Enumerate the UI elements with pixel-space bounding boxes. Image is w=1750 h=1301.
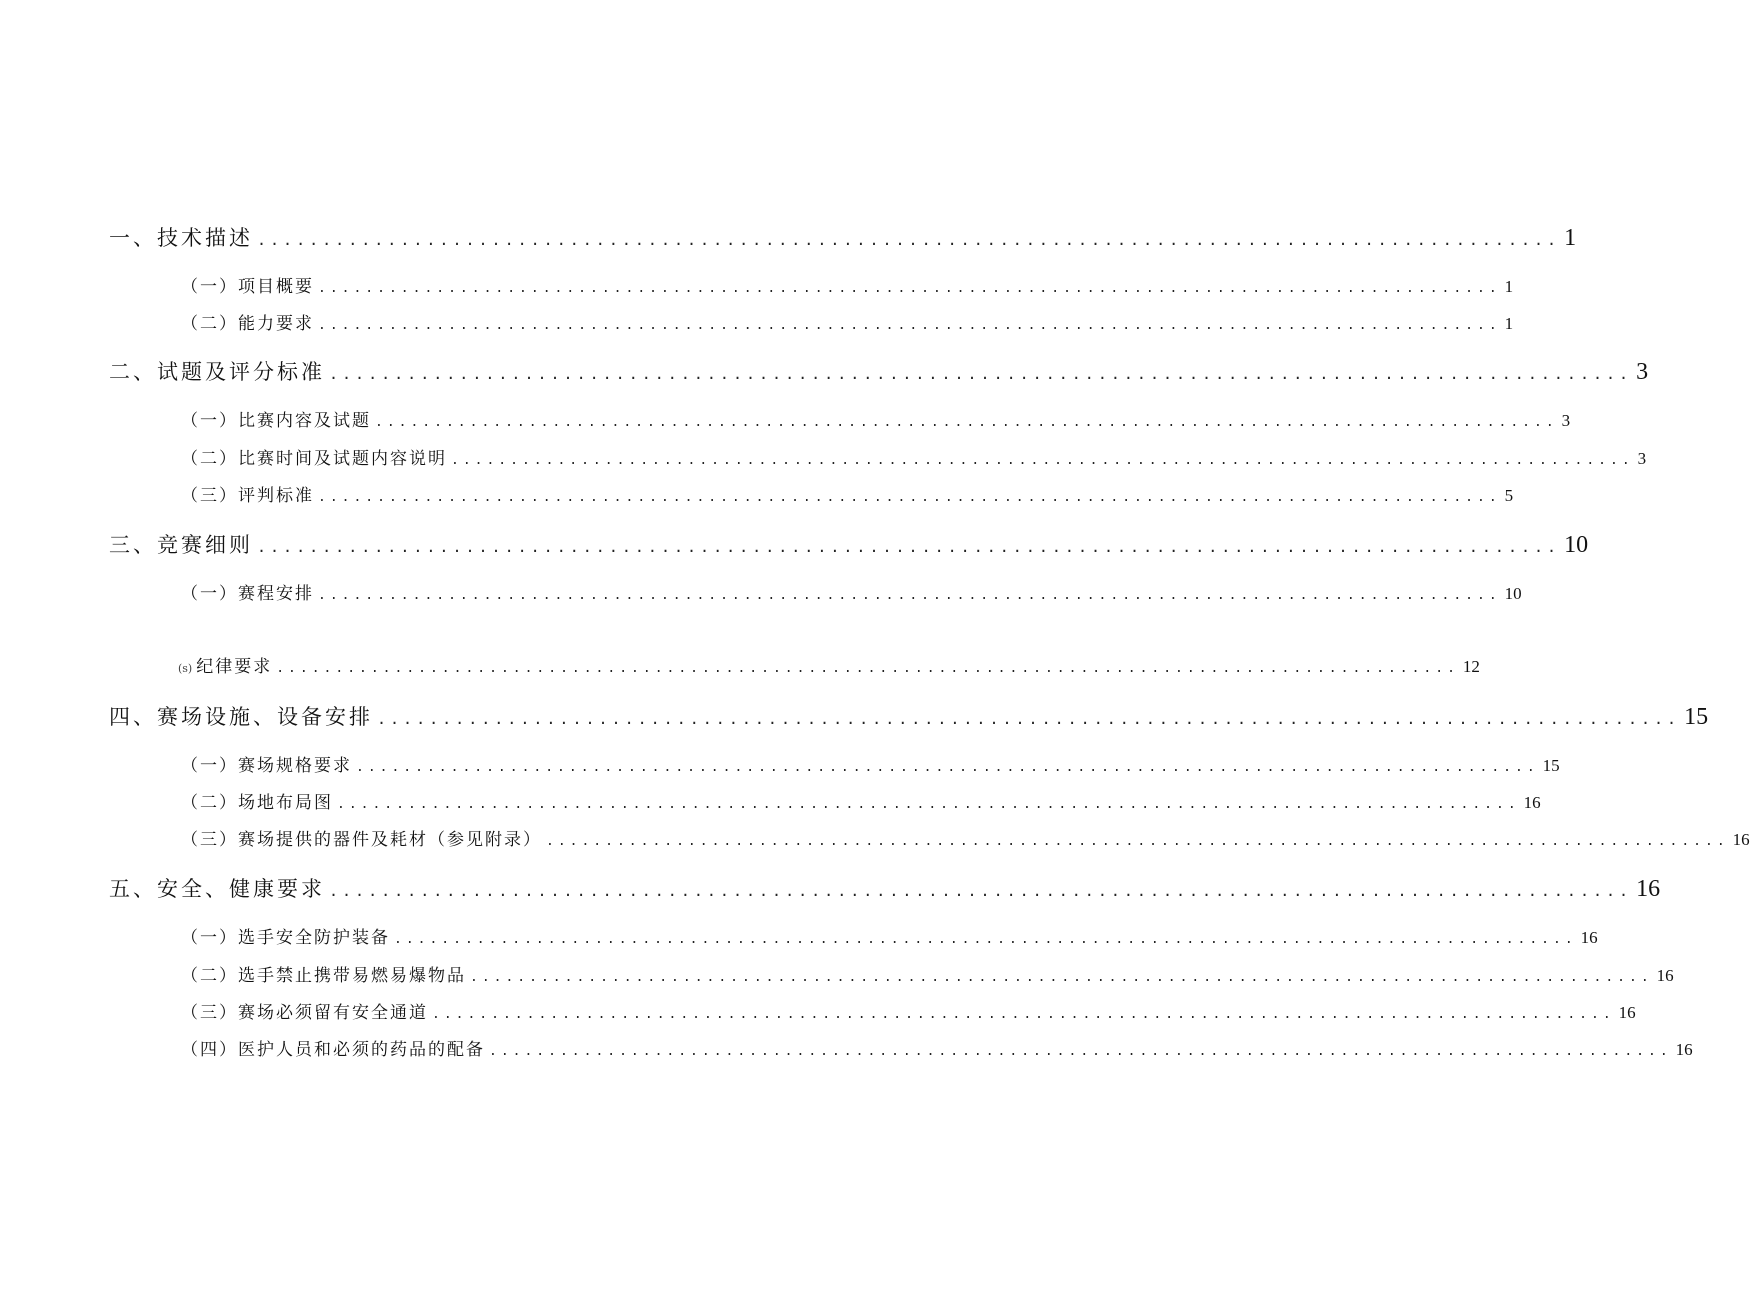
- toc-entry-label: （一）赛场规格要求: [181, 756, 352, 776]
- toc-page-number: 3: [1636, 359, 1649, 385]
- toc-entry-prefix: (s): [178, 662, 193, 675]
- toc-entry-section-5[interactable]: [109, 873, 1661, 903]
- dot-leader: ....................................................................................................: [356, 760, 1539, 775]
- toc-entry-5-4[interactable]: [181, 1035, 1693, 1060]
- toc-page-number: 16: [1523, 793, 1541, 812]
- dot-leader: ....................................................................................................: [337, 797, 1520, 812]
- toc-entry-3-2[interactable]: [178, 652, 1480, 677]
- toc-entry-5-1[interactable]: [181, 923, 1598, 948]
- dot-leader: ....................................................................................................: [470, 970, 1653, 985]
- toc-entry-label: （三）赛场必须留有安全通道: [181, 1003, 428, 1023]
- toc-entry-1-1[interactable]: [181, 272, 1514, 297]
- toc-page-number: 16: [1732, 830, 1750, 849]
- toc-entry-4-3[interactable]: [181, 825, 1750, 850]
- toc-entry-2-2[interactable]: [181, 444, 1647, 469]
- toc-entry-label: 一、技术描述: [109, 226, 253, 250]
- dot-leader: ....................................................................................................: [318, 281, 1501, 296]
- dot-leader: ....................................................................................................: [318, 318, 1501, 333]
- toc-entry-label: （二）场地布局图: [181, 793, 333, 813]
- toc-page-number: 12: [1462, 657, 1480, 676]
- dot-leader: ....................................................................................................: [451, 453, 1634, 468]
- toc-entry-5-3[interactable]: [181, 998, 1636, 1023]
- dot-leader: ....................................................................................................: [257, 538, 1561, 556]
- toc-entry-5-2[interactable]: [181, 961, 1674, 986]
- toc-entry-2-3[interactable]: [181, 481, 1514, 506]
- toc-entry-label: （一）比赛内容及试题: [181, 411, 371, 431]
- toc-entry-4-2[interactable]: [181, 788, 1541, 813]
- dot-leader: ....................................................................................................: [257, 231, 1561, 249]
- toc-page-number: 10: [1504, 584, 1522, 603]
- toc-page-number: 3: [1637, 449, 1647, 468]
- toc-entry-1-2[interactable]: [181, 309, 1514, 334]
- toc-entry-label: 五、安全、健康要求: [109, 877, 325, 901]
- toc-entry-label: （三）赛场提供的器件及耗材（参见附录）: [181, 830, 542, 850]
- toc-entry-2-1[interactable]: [181, 406, 1571, 431]
- toc-entry-label: （三）评判标准: [181, 486, 314, 506]
- dot-leader: ....................................................................................................: [329, 882, 1633, 900]
- toc-entry-label: 二、试题及评分标准: [109, 360, 325, 384]
- toc-page-number: 1: [1564, 225, 1577, 251]
- toc-entry-label: （一）赛程安排: [181, 584, 314, 604]
- toc-entry-section-1[interactable]: [109, 222, 1577, 252]
- toc-page-number: 1: [1504, 277, 1514, 296]
- toc-entry-4-1[interactable]: [181, 751, 1560, 776]
- dot-leader: ....................................................................................................: [394, 932, 1577, 947]
- dot-leader: ....................................................................................................: [377, 710, 1681, 728]
- toc-page-number: 16: [1580, 928, 1598, 947]
- toc-entry-label: 纪律要求: [196, 657, 273, 677]
- toc-entry-section-2[interactable]: [109, 356, 1649, 386]
- dot-leader: ....................................................................................................: [375, 415, 1558, 430]
- toc-entry-section-4[interactable]: [109, 701, 1709, 731]
- toc-page-number: 16: [1636, 876, 1661, 902]
- dot-leader: ....................................................................................................: [276, 661, 1459, 676]
- toc-entry-section-3[interactable]: [109, 529, 1589, 559]
- toc-entry-label: （二）能力要求: [181, 314, 314, 334]
- toc-page-number: 16: [1675, 1040, 1693, 1059]
- dot-leader: ....................................................................................................: [432, 1007, 1615, 1022]
- toc-page-number: 15: [1684, 704, 1709, 730]
- toc-page-number: 3: [1561, 411, 1571, 430]
- toc-entry-label: （四）医护人员和必须的药品的配备: [181, 1040, 485, 1060]
- toc-page-number: 5: [1504, 486, 1514, 505]
- dot-leader: ....................................................................................................: [318, 490, 1501, 505]
- dot-leader: ....................................................................................................: [489, 1044, 1672, 1059]
- toc-entry-label: （二）比赛时间及试题内容说明: [181, 449, 447, 469]
- dot-leader: ....................................................................................................: [318, 588, 1501, 603]
- toc-page-number: 1: [1504, 314, 1514, 333]
- toc-page-number: 15: [1542, 756, 1560, 775]
- toc-entry-label: （二）选手禁止携带易燃易爆物品: [181, 966, 466, 986]
- toc-entry-label: （一）项目概要: [181, 277, 314, 297]
- dot-leader: ....................................................................................................: [546, 834, 1729, 849]
- dot-leader: ....................................................................................................: [329, 365, 1633, 383]
- toc-entry-label: （一）选手安全防护装备: [181, 928, 390, 948]
- toc-page-number: 16: [1618, 1003, 1636, 1022]
- toc-entry-label: 三、竞赛细则: [109, 533, 253, 557]
- toc-entry-label: 四、赛场设施、设备安排: [109, 705, 373, 729]
- toc-page-number: 10: [1564, 532, 1589, 558]
- toc-page-number: 16: [1656, 966, 1674, 985]
- toc-entry-3-1[interactable]: [181, 579, 1522, 604]
